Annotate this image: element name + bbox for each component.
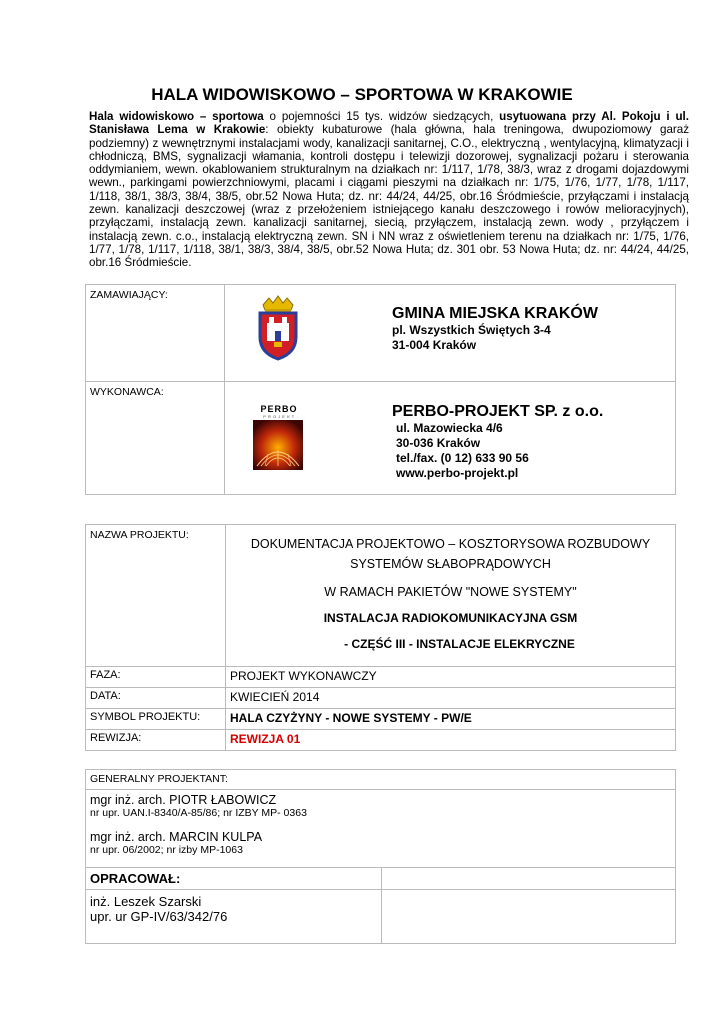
revision-value: REWIZJA 01 <box>230 732 301 746</box>
project-name-line-4: INSTALACJA RADIOKOMUNIKACYJNA GSM <box>323 611 578 625</box>
contractor-cell <box>225 382 676 495</box>
project-label-cell <box>86 525 226 667</box>
revision-label: REWIZJA: <box>90 732 142 744</box>
designer-1-name: mgr inż. arch. PIOTR ŁABOWICZ <box>90 793 277 807</box>
contractor-address-1: ul. Mazowiecka 4/6 <box>396 421 503 435</box>
contractor-address-2: 30-036 Kraków <box>396 436 481 450</box>
perbo-logo-graphic <box>253 420 303 470</box>
intro-bold-1: Hala widowiskowo – sportowa <box>89 110 264 123</box>
perbo-logo <box>253 404 305 470</box>
contractor-name: PERBO-PROJEKT SP. z o.o. <box>392 403 604 420</box>
project-name-cell <box>226 525 676 667</box>
intro-text-2: : obiekty kubaturowe (hala główna, hala treningowa, dwupoziomowy garaż podziemny) z wewnętrznymi instalacjami wody, kanalizacji sanitarnej, C.O., elektryczną , wentylacyjną, klimatyzacji i chłodniczą, BMS, sygnalizacji włamania, kontroli dostępu i telewizji dozorowej, sygnalizacji pożaru i sterowania oddymianiem, wewn. okablowaniem strukturalnym na działkach nr: 1/117, 1/78, 38/3, wraz z drogami dojazdowymi wewn., parkingami powierzchniowymi, placami i ciągami pieszymi na działkach nr: 1/75, 1/76, 1/77, 1/78, 1/117, 1/118, 38/1, 38/3, 38/4, 38/5, obr.52 Nowa Huta; dz. nr: 44/24, 44/25, obr.16 Śródmieście, przyłączami i instalacją zewn. kanalizacji deszczowej (wraz z przełożeniem istniejącego kanału deszczowego i rowów melioracyjnych), przyłączami, instalacją zewn. kanalizacji sanitarnej, siecią, przyłączem, instalacją zewn. wody , przyłączem i instalacją zewn. c.o., instalacją elektryczną zewn. SN i NN wraz z oświetleniem terenu na działkach nr: 1/75, 1/76, 1/77, 1/78, 1/117, 1/118, 38/1, 38/3, 38/4, 38/5, obr.52 Nowa Huta; dz. 301 obr. 53 Nowa Huta; dz. nr: 44/24, 44/25, obr.16 Śródmieście. <box>89 123 689 270</box>
prepared-by-label: OPRACOWAŁ: <box>90 871 181 886</box>
prepared-by-permit: upr. ur GP-IV/63/342/76 <box>90 909 228 924</box>
project-name-line-3: W RAMACH PAKIETÓW "NOWE SYSTEMY" <box>324 585 577 599</box>
perbo-logo-sub: P R O J E K T <box>263 414 295 419</box>
designer-2-permit: nr upr. 06/2002; nr izby MP-1063 <box>90 844 243 856</box>
prepared-by-name: inż. Leszek Szarski <box>90 894 202 909</box>
krakow-coat-of-arms-icon <box>257 295 299 361</box>
investor-cell <box>225 285 676 382</box>
document-title: HALA WIDOWISKOWO – SPORTOWA W KRAKOWIE <box>151 85 573 104</box>
date-value: KWIECIEŃ 2014 <box>230 690 320 704</box>
intro-bold-2: usytuowana przy Al. Pokoju i ul. Stanisława Lema w Krakowie <box>89 110 689 137</box>
investor-name: GMINA MIEJSKA KRAKÓW <box>392 305 598 322</box>
contractor-label-cell <box>86 382 225 495</box>
designer-2-name: mgr inż. arch. MARCIN KULPA <box>90 830 263 844</box>
intro-text-1: o pojemności 15 tys. widzów siedzących, <box>263 110 500 123</box>
phase-label: FAZA: <box>90 669 121 681</box>
project-name-line-1: DOKUMENTACJA PROJEKTOWO – KOSZTORYSOWA ROZBUDOWY <box>250 537 651 551</box>
symbol-label: SYMBOL PROJEKTU: <box>90 711 201 723</box>
parties-table <box>85 284 676 495</box>
project-description <box>89 110 689 270</box>
contractor-label: WYKONAWCA: <box>90 386 164 398</box>
project-table <box>85 524 676 751</box>
symbol-value: HALA CZYŻYNY - NOWE SYSTEMY - PW/E <box>230 711 472 725</box>
perbo-logo-text: PERBO <box>260 404 298 414</box>
phase-value: PROJEKT WYKONAWCZY <box>230 669 377 683</box>
project-name-line-2: SYSTEMÓW SŁABOPRĄDOWYCH <box>350 557 551 571</box>
investor-label-cell <box>86 285 225 382</box>
designer-1-permit: nr upr. UAN.I-8340/A-85/86; nr IZBY MP- 0363 <box>90 807 307 819</box>
project-name-line-5: - CZĘŚĆ III - INSTALACJE ELEKRYCZNE <box>344 637 575 651</box>
investor-address-2: 31-004 Kraków <box>392 338 477 352</box>
contractor-phone: tel./fax. (0 12) 633 90 56 <box>396 451 529 465</box>
designer-label: GENERALNY PROJEKTANT: <box>90 773 228 785</box>
designer-table <box>85 769 676 944</box>
project-label: NAZWA PROJEKTU: <box>90 529 189 541</box>
date-label: DATA: <box>90 690 121 702</box>
investor-address-1: pl. Wszystkich Świętych 3-4 <box>392 323 551 337</box>
contractor-website: www.perbo-projekt.pl <box>396 466 519 480</box>
investor-label: ZAMAWIAJĄCY: <box>90 289 168 301</box>
